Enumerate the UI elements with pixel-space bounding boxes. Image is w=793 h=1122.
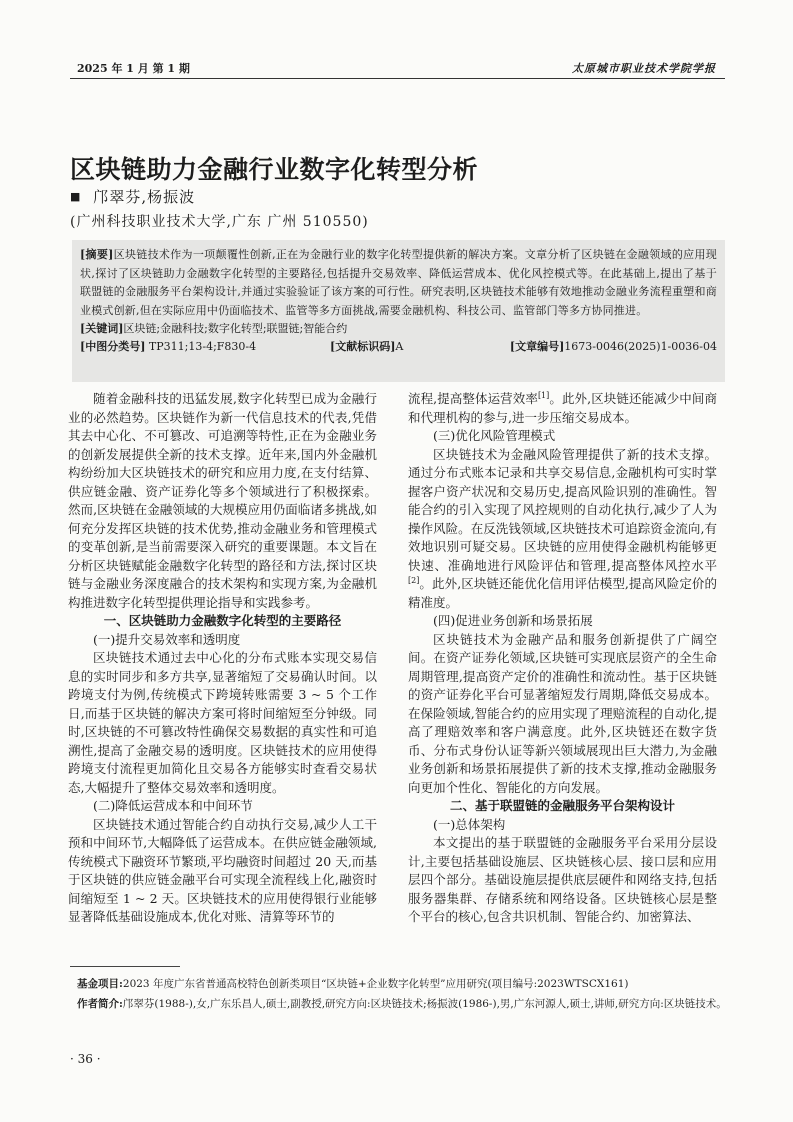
author-marker: ■ [70,190,82,203]
subsection-3-text-b: 。此外,区块链还能优化信用评估模型,提高风险定价的精准度。 [408,576,717,610]
classification-row [80,338,717,356]
article-title: 区块链助力金融行业数字化转型分析 [70,155,479,184]
abstract-box [72,240,725,382]
doc-code-value: A [395,340,404,354]
subsection-4-title: (四)促进业务创新和场景拓展 [433,613,593,628]
subsection-5-text: 本文提出的基于联盟链的金融服务平台采用分层设计,主要包括基础设施层、区块链核心层、接口层和应用层四个部分。基础设施层提供底层硬件和网络支持,包括服务器集群、存储系统和网络设备。区块链核心层是整个平台的核心,包含共识机制、智能合约、加密算法、 [408,835,717,924]
intro-paragraph: 随着金融科技的迅猛发展,数字化转型已成为金融行业的必然趋势。区块链作为新一代信息技术的代表,凭借其去中心化、不可篡改、可追溯等特性,正在为金融业务的创新发展提供全新的技术支撑。近年来,国内外金融机构纷纷加大区块链技术的研究和应用力度,在支付结算、供应链金融、资产证券化等多个领域进行了积极探索。然而,区块链在金融领域的大规模应用仍面临诸多挑战,如何充分发挥区块链的技术优势,推动金融业务和管理模式的变革创新,是当前需要深入研究的重要课题。本文旨在分析区块链赋能金融数字化转型的路径和方法,探讨区块链与金融业务深度融合的技术架构和实现方案,为金融机构推进数字化转型提供理论指导和实践参考。 [68,391,377,610]
author-bio-text: 邝翠芬(1988-),女,广东乐昌人,硕士,副教授,研究方向:区块链技术;杨振波(1986-),男,广东河源人,硕士,讲师,研究方向:区块链技术。 [122,998,727,1010]
header-rule [70,78,725,79]
footnote-rule [70,966,180,967]
footnote [77,974,727,1014]
subsection-3-text-a: 区块链技术为金融风险管理提供了新的技术支撑。通过分布式账本记录和共享交易信息,金融机构可实时掌握客户资产状况和交易历史,提高风险识别的准确性。智能合约的引入实现了风控规则的自动化执行,减少了人为操作风险。在反洗钱领域,区块链技术可追踪资金流向,有效地识别可疑交易。区块链的应用使得金融机构能够更快速、准确地进行风险评估和管理,提高整体风控水平 [408,446,717,573]
journal-name: 太原城市职业技术学院学报 [572,62,716,75]
subsection-2-text: 区块链技术通过智能合约自动执行交易,减少人工干预和中间环节,大幅降低了运营成本。在供应链金融领域,传统模式下融资环节繁琐,平均融资时间超过 20 天,而基于区块链的供应链金融平台可实现全流程线上化,融资时间缩短至 1 ~ 2 天。区块链技术的应用使得银行业能够显著降低基础设施成本,优化对账、清算等环节的 [68,816,377,924]
doc-code [330,338,403,356]
doc-code-label: [文献标识码] [330,340,396,354]
subsection-3-title: (三)优化风险管理模式 [433,428,556,443]
keywords-label: [关键词] [80,322,124,336]
subsection-4-text: 区块链技术为金融产品和服务创新提供了广阔空间。在资产证券化领域,区块链可实现底层资产的全生命周期管理,提高资产定价的准确性和流动性。基于区块链的资产证券化平台可显著缩短发行周期,降低交易成本。在保险领域,智能合约的应用实现了理赔流程的自动化,提高了理赔效率和客户满意度。此外,区块链还在数字货币、分布式身份认证等新兴领域展现出巨大潜力,为金融业务创新和场景拓展提供了新的技术支撑,推动金融服务向更加个性化、智能化的方向发展。 [408,631,717,795]
article-number-value: 1673-0046(2025)1-0036-04 [564,340,717,354]
citation-2: [2] [408,575,420,585]
abstract [80,246,717,320]
clc-value: TP311;13-4;F830-4 [145,340,257,354]
clc [80,338,256,356]
keywords [80,320,717,338]
funding-label: 基金项目: [77,978,123,990]
subsection-1-text: 区块链技术通过去中心化的分布式账本实现交易信息的实时同步和多方共享,显著缩短了交易确认时间。以跨境支付为例,传统模式下跨境转账需要 3 ~ 5 个工作日,而基于区块链的解决方案可将时间缩短至分钟级。同时,区块链的不可篡改特性确保交易数据的真实性和可追溯性,提高了金融交易的透明度。区块链技术的应用使得跨境支付流程更加简化且交易各方能够实时查看交易状态,大幅提升了整体交易效率和透明度。 [68,650,377,795]
section-2-title: 二、基于联盟链的金融服务平台架构设计 [449,798,675,813]
authors-line [70,186,195,207]
abstract-text: 区块链技术作为一项颠覆性创新,正在为金融行业的数字化转型提供新的解决方案。文章分析了区块链在金融领域的应用现状,探讨了区块链助力金融数字化转型的主要路径,包括提升交易效率、降低运营成本、优化风控模式等。在此基础上,提出了基于联盟链的金融服务平台架构设计,并通过实验验证了该方案的可行性。研究表明,区块链技术能够有效地推动金融业务流程重塑和商业模式创新,但在实际应用中仍面临技术、监管等多方面挑战,需要金融机构、科技公司、监管部门等多方协同推进。 [80,248,717,317]
subsection-3-text [408,446,717,613]
subsection-2-title: (二)降低运营成本和中间环节 [93,798,253,813]
author-bio-label: 作者简介: [77,998,123,1010]
citation-1: [1] [537,390,550,400]
keywords-text: 区块链;金融科技;数字化转型;联盟链;智能合约 [123,322,348,336]
funding-text: 2023 年度广东省普通高校特色创新类项目“区块链+企业数字化转型”应用研究(项目编号:2023WTSCX161) [122,978,629,990]
subsection-1-title: (一)提升交易效率和透明度 [93,631,241,647]
continued-text: 流程,提高整体运营效率 [408,391,538,406]
affiliation: (广州科技职业技术大学,广东 广州 510550) [70,214,369,230]
left-column [68,390,377,927]
funding-note [77,974,727,994]
right-column [408,390,717,927]
author-names: 邝翠芬,杨振波 [93,188,196,206]
page-number: · 36 · [70,1052,101,1066]
journal-issue: 2025 年 1 月 第 1 期 [77,62,190,75]
subsection-5-title: (一)总体架构 [433,816,506,832]
section-1-title: 一、区块链助力金融数字化转型的主要路径 [103,613,342,628]
author-bio [77,994,727,1014]
abstract-label: [摘要] [80,248,114,261]
article-number-label: [文章编号] [509,340,565,354]
continued-text-2: 。此外,区块链还能减少中间商和代理机构的参与,进一步压缩交易成本。 [408,391,717,425]
article-number [510,338,717,356]
clc-label: [中图分类号] [80,340,146,354]
continued-paragraph [408,390,717,427]
